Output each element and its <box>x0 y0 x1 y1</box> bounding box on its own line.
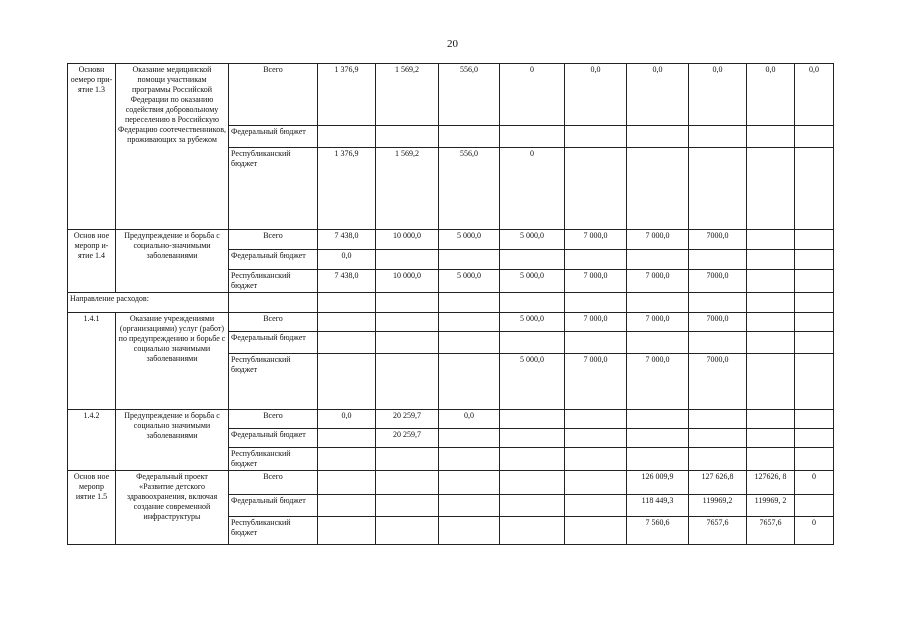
value-cell <box>318 448 376 471</box>
funding-source: Федеральный бюджет <box>229 495 318 517</box>
activity-code: 1.4.1 <box>68 313 116 410</box>
empty-cell <box>627 293 689 313</box>
value-cell <box>689 250 747 270</box>
value-cell <box>747 270 795 293</box>
value-cell <box>795 270 834 293</box>
value-cell: 127 626,8 <box>689 471 747 495</box>
value-cell: 7000,0 <box>689 270 747 293</box>
value-cell <box>747 126 795 148</box>
value-cell <box>795 410 834 429</box>
value-cell <box>627 429 689 448</box>
empty-cell <box>689 293 747 313</box>
value-cell: 7 000,0 <box>627 230 689 250</box>
value-cell <box>439 495 500 517</box>
value-cell: 0,0 <box>439 410 500 429</box>
value-cell: 0 <box>500 148 565 230</box>
value-cell <box>500 410 565 429</box>
page-number: 20 <box>447 38 458 50</box>
activity-code: 1.4.2 <box>68 410 116 471</box>
value-cell <box>376 517 439 545</box>
value-cell <box>747 332 795 354</box>
value-cell <box>565 148 627 230</box>
value-cell <box>439 313 500 332</box>
funding-source: Всего <box>229 313 318 332</box>
value-cell <box>318 471 376 495</box>
value-cell: 7 000,0 <box>565 270 627 293</box>
value-cell <box>565 250 627 270</box>
value-cell <box>376 126 439 148</box>
value-cell <box>689 448 747 471</box>
funding-source: Республиканский бюджет <box>229 354 318 410</box>
value-cell <box>318 429 376 448</box>
activity-name: Предупреждение и борьба с социально значимыми заболеваниями <box>116 410 229 471</box>
activity-code: Основ ное меропр и-ятие 1.4 <box>68 230 116 293</box>
value-cell: 0 <box>795 471 834 495</box>
value-cell <box>500 495 565 517</box>
value-cell <box>439 429 500 448</box>
value-cell <box>689 429 747 448</box>
value-cell: 1 376,9 <box>318 64 376 126</box>
value-cell: 10 000,0 <box>376 270 439 293</box>
value-cell <box>439 517 500 545</box>
value-cell: 20 259,7 <box>376 429 439 448</box>
value-cell <box>795 354 834 410</box>
empty-cell <box>439 293 500 313</box>
value-cell <box>318 126 376 148</box>
funding-source: Всего <box>229 471 318 495</box>
value-cell <box>500 471 565 495</box>
value-cell: 5 000,0 <box>500 354 565 410</box>
value-cell: 5 000,0 <box>439 230 500 250</box>
value-cell <box>439 126 500 148</box>
value-cell <box>318 517 376 545</box>
value-cell <box>689 332 747 354</box>
budget-table <box>67 63 834 545</box>
activity-name: Оказание учреждениями (организациями) услуг (работ) по предупреждению и борьбе с социально значимыми заболеваниями <box>116 313 229 410</box>
value-cell: 7 438,0 <box>318 230 376 250</box>
value-cell <box>376 495 439 517</box>
value-cell <box>376 332 439 354</box>
value-cell: 0,0 <box>795 64 834 126</box>
value-cell <box>500 429 565 448</box>
value-cell: 7 000,0 <box>565 230 627 250</box>
value-cell: 556,0 <box>439 64 500 126</box>
value-cell <box>439 354 500 410</box>
value-cell <box>795 429 834 448</box>
funding-source: Всего <box>229 64 318 126</box>
value-cell: 1 569,2 <box>376 64 439 126</box>
direction-label: Направление расходов: <box>68 293 229 313</box>
value-cell: 0,0 <box>318 250 376 270</box>
activity-code: Основн оемеро при- ятие 1.3 <box>68 64 116 230</box>
value-cell: 0,0 <box>747 64 795 126</box>
empty-cell <box>318 293 376 313</box>
value-cell <box>747 429 795 448</box>
value-cell <box>439 448 500 471</box>
value-cell <box>318 332 376 354</box>
value-cell: 126 009,9 <box>627 471 689 495</box>
funding-source: Федеральный бюджет <box>229 429 318 448</box>
value-cell <box>795 230 834 250</box>
value-cell <box>565 429 627 448</box>
value-cell <box>627 250 689 270</box>
value-cell <box>500 126 565 148</box>
value-cell <box>500 448 565 471</box>
activity-name: Оказание медицинской помощи участникам программы Российской Федерации по оказанию содействия добровольному переселению в Российскую Федерацию соотечественников, проживающих за рубежом <box>116 64 229 230</box>
value-cell <box>439 471 500 495</box>
empty-cell <box>747 293 795 313</box>
value-cell <box>376 250 439 270</box>
value-cell <box>747 410 795 429</box>
value-cell: 1 376,9 <box>318 148 376 230</box>
value-cell <box>627 448 689 471</box>
value-cell <box>795 495 834 517</box>
value-cell <box>627 126 689 148</box>
value-cell: 0,0 <box>565 64 627 126</box>
value-cell <box>376 448 439 471</box>
value-cell: 5 000,0 <box>439 270 500 293</box>
value-cell <box>795 332 834 354</box>
value-cell: 0,0 <box>318 410 376 429</box>
funding-source: Республиканский бюджет <box>229 517 318 545</box>
funding-source: Федеральный бюджет <box>229 332 318 354</box>
value-cell: 7657,6 <box>689 517 747 545</box>
funding-source: Федеральный бюджет <box>229 250 318 270</box>
value-cell <box>565 410 627 429</box>
value-cell <box>376 354 439 410</box>
empty-cell <box>565 293 627 313</box>
value-cell: 7 000,0 <box>627 313 689 332</box>
activity-name: Предупреждение и борьба с социально-значимыми заболеваниями <box>116 230 229 293</box>
value-cell <box>627 148 689 230</box>
funding-source: Республиканский бюджет <box>229 148 318 230</box>
value-cell <box>795 313 834 332</box>
value-cell: 556,0 <box>439 148 500 230</box>
empty-cell <box>376 293 439 313</box>
empty-cell <box>229 293 318 313</box>
value-cell <box>747 230 795 250</box>
value-cell: 7 000,0 <box>627 270 689 293</box>
value-cell <box>500 517 565 545</box>
value-cell <box>318 313 376 332</box>
value-cell: 0,0 <box>689 64 747 126</box>
value-cell <box>795 126 834 148</box>
value-cell: 118 449,3 <box>627 495 689 517</box>
value-cell <box>565 517 627 545</box>
activity-code: Основ ное меропр иятие 1.5 <box>68 471 116 545</box>
direction-row <box>68 293 834 313</box>
value-cell <box>747 313 795 332</box>
activity-name: Федеральный проект «Развитие детского здравоохранения, включая создание современной инфраструктуры <box>116 471 229 545</box>
value-cell <box>795 148 834 230</box>
value-cell: 7000,0 <box>689 313 747 332</box>
value-cell: 10 000,0 <box>376 230 439 250</box>
value-cell: 7 000,0 <box>565 313 627 332</box>
value-cell: 119969, 2 <box>747 495 795 517</box>
table-row <box>68 230 834 250</box>
value-cell: 7000,0 <box>689 354 747 410</box>
value-cell <box>565 448 627 471</box>
value-cell: 5 000,0 <box>500 313 565 332</box>
value-cell <box>318 354 376 410</box>
table-row <box>68 410 834 429</box>
value-cell <box>439 250 500 270</box>
value-cell <box>565 495 627 517</box>
value-cell <box>795 448 834 471</box>
value-cell <box>689 126 747 148</box>
value-cell: 5 000,0 <box>500 230 565 250</box>
value-cell: 7 438,0 <box>318 270 376 293</box>
value-cell: 7657,6 <box>747 517 795 545</box>
value-cell: 7 000,0 <box>565 354 627 410</box>
funding-source: Республиканский бюджет <box>229 270 318 293</box>
value-cell: 1 569,2 <box>376 148 439 230</box>
empty-cell <box>795 293 834 313</box>
value-cell <box>747 354 795 410</box>
table-row <box>68 471 834 495</box>
value-cell <box>439 332 500 354</box>
table-row <box>68 313 834 332</box>
value-cell: 5 000,0 <box>500 270 565 293</box>
funding-source: Всего <box>229 410 318 429</box>
value-cell <box>318 495 376 517</box>
value-cell: 20 259,7 <box>376 410 439 429</box>
value-cell <box>689 148 747 230</box>
table-row <box>68 64 834 126</box>
value-cell <box>500 332 565 354</box>
value-cell <box>500 250 565 270</box>
value-cell <box>747 250 795 270</box>
value-cell: 119969,2 <box>689 495 747 517</box>
value-cell <box>795 250 834 270</box>
value-cell: 127626, 8 <box>747 471 795 495</box>
value-cell <box>565 126 627 148</box>
value-cell <box>627 410 689 429</box>
value-cell <box>376 471 439 495</box>
value-cell: 7 000,0 <box>627 354 689 410</box>
value-cell <box>376 313 439 332</box>
value-cell: 7 560,6 <box>627 517 689 545</box>
value-cell <box>747 448 795 471</box>
funding-source: Федеральный бюджет <box>229 126 318 148</box>
value-cell: 7000,0 <box>689 230 747 250</box>
funding-source: Всего <box>229 230 318 250</box>
value-cell <box>627 332 689 354</box>
funding-source: Республиканский бюджет <box>229 448 318 471</box>
value-cell <box>565 332 627 354</box>
value-cell: 0,0 <box>627 64 689 126</box>
value-cell <box>689 410 747 429</box>
value-cell: 0 <box>500 64 565 126</box>
value-cell: 0 <box>795 517 834 545</box>
empty-cell <box>500 293 565 313</box>
value-cell <box>565 471 627 495</box>
value-cell <box>747 148 795 230</box>
